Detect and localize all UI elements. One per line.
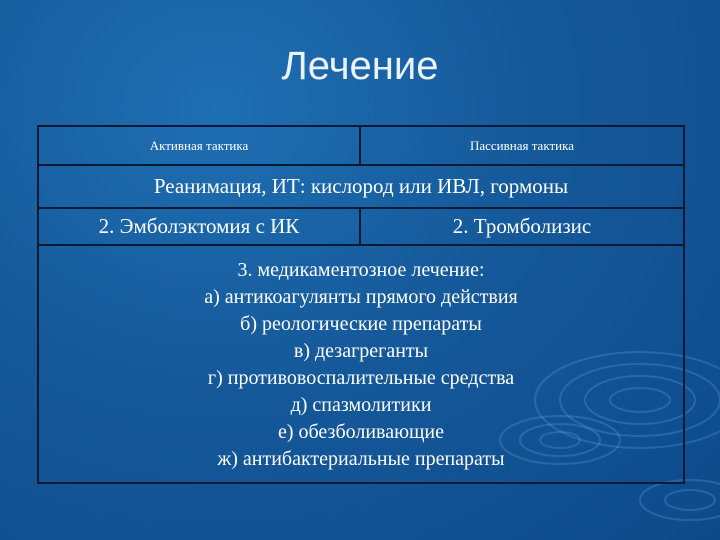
row-resuscitation: Реанимация, ИТ: кислород или ИВЛ, гормоны [37, 164, 685, 209]
med-line-d: д) спазмолитики [290, 394, 432, 416]
med-line-g: г) противовоспалительные средства [207, 367, 515, 389]
cell-embolectomy: 2. Эмболэктомия с ИК [37, 207, 361, 246]
med-line-heading: 3. медикаментозное лечение: [237, 259, 485, 281]
med-line-b: б) реологические препараты [240, 313, 482, 335]
med-line-e: е) обезболивающие [277, 421, 445, 443]
cell-medication-list [37, 244, 685, 484]
med-line-zh: ж) антибактериальные препараты [217, 448, 505, 470]
med-line-v: в) дезагреганты [293, 340, 429, 362]
slide-title: Лечение [281, 44, 439, 88]
cell-thrombolysis: 2. Тромболизис [359, 207, 685, 246]
header-active-tactic: Активная тактика [37, 125, 361, 166]
med-line-a: а) антикоагулянты прямого действия [204, 286, 518, 308]
header-passive-tactic: Пассивная тактика [359, 125, 685, 166]
